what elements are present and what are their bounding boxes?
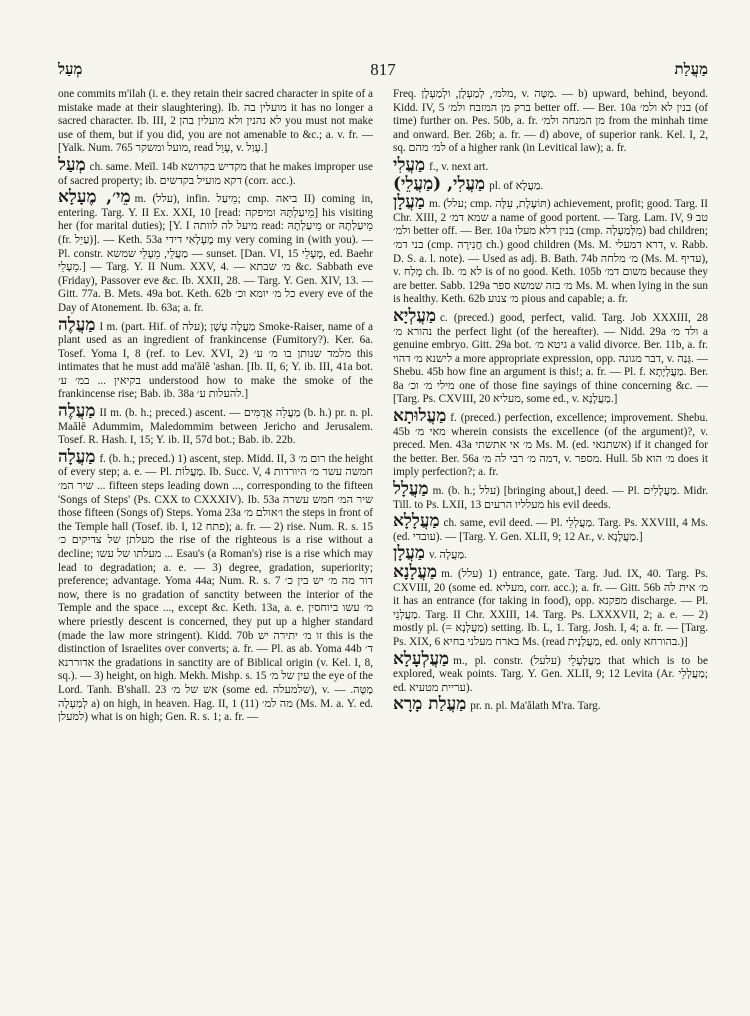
page-header [58,58,708,82]
entry-headword: מַעֲלִי, (מַעֲלֵי) [393,173,486,194]
dictionary-entry [393,694,708,715]
entry-headword: מַעֲלַת מָרָא [393,694,467,715]
entry-headword: מַעֲלִי [393,154,426,175]
page-number: 817 [370,60,396,79]
entry-definition: m. (b. h.; עלל) [bringing about,] deed. — Pl. מַעֲלָלִים. Midr. Till. to Ps. LXII, 13 מעלליו הרעים his evil deeds. [393,485,708,511]
dictionary-entry [393,648,708,696]
dictionary-entry [393,543,708,564]
entry-headword: מַעֲלָן [393,543,425,564]
entry-definition: v. מַעֲלָה. [428,549,467,562]
entry-headword: מֵי׳, מֶעָלָא [58,187,131,208]
dictionary-entry [58,88,373,156]
dictionary-entry [393,154,708,175]
entry-definition: f., v. next art. [429,160,489,173]
entry-definition: pl. of מַעֲלָא. [489,179,544,192]
entry-definition: c. (preced.) good, perfect, valid. Targ. Job XXXIII, 28 נהורא מ׳ the perfect light (of the hereafter). — Nidd. 29a ולד מ׳ a genuine embryo. Gitt. 29a bot. גיטא מ׳ a valid divorce. Ber. 11b, a. fr. לישנא מ׳ דהוי a more appropriate expression, opp. דבר מגונה, v. גְּנַה. — Shebu. 45b how fine an argument is this!; a. fr. — Pl. f. מַעֲלְיָתָא. Ber. 8a מילי מ׳ וכ׳ one of those fine sayings of thine concerning &c. — [Targ. Ps. CXVIII, 20 מעליא, some ed., v. מַעֲלָנָא.] [393,311,708,406]
entry-definition: I m. (part. Hif. of עלה); מַעֲלֶה עָשָׁן Smoke-Raiser, name of a plant used as an ingredient of frankincense (Fumitory?). Ker. 6a. Tosef. Yoma I, 8 (ref. to Lev. XVI, 2) מלמד שנותן בו מ׳ ע׳ this intimates that he must add ma'ălê 'ashan. [Ib. II, 6; Y. ib. III, 41a bot. בקיאין ... במ׳ ע׳ understood how to make the smoke of the frankincense rise; Bab. ib. 38a להעלות ע׳.] [58,320,373,401]
dictionary-entry [393,562,708,650]
entry-headword: מַעֲלָה [58,446,96,467]
text-columns [58,88,708,1006]
entry-definition: m. (עלל) 1) entrance, gate. Targ. Jud. IX, 40. Targ. Ps. CXVIII, 20 (some ed. מעליא, corr. acc.); a. fr. — Gitt. 56b מ׳ אית לה it has an entrance (for taking in food), opp. מפקנא discharge. — Pl. מַעֲלְנֵי. Targ. II Chr. XXIII, 14. Targ. Ps. LXXXVII, 2; a. e. — 2) mostly pl. (= מַעֲלְנָא) setting. Ib. L, 1. Targ. Josh. I, 4; a. fr. — [Targ. Ps. XIX, 6 בארח מעלני בחיא Ms. (read מַעֲלְנָית, ed. only בהורחא.)] [393,568,708,648]
dictionary-entry [393,192,708,307]
entry-definition: ch. same. Meïl. 14b מקדיש בקדושא that he makes improper use of sacred property; ib. דקא מועיל בקדשים (corr. acc.). [58,160,373,187]
right-column [393,88,708,1006]
left-guide-word: מְעַל [58,61,83,78]
entry-headword: מַעֲלְיָא [393,305,437,326]
dictionary-entry [58,187,373,315]
entry-headword: מַעֲלֶה [58,314,96,335]
entry-headword: מַעֲלֶה [58,401,96,422]
entry-definition: ch. same, evil deed. — Pl. מַעֲלְלֵי. Targ. Ps. XXVIII, 4 Ms. (ed. עובדי). — [Targ. Y. Gen. XLII, 9; 12 Ar., v. מַעֲלָנָא.] [393,517,708,543]
dictionary-entry [393,305,708,407]
entry-headword: מַעֲלָנָא [393,562,438,582]
entry-definition: Freq. מלמ׳, לְמַעְלָן, ולְמַעְלָן, v. מַטָּה. — b) upward, behind, beyond. Kidd. IV, 5 ברק מן המזבח ולמ׳ better off. — Ber. 10a בנין לא ולמ׳ (of time) further on. Pes. 50b, a. fr. מן המנחה ולמ׳ from the minhah time and onward. Ber. 26b; a. fr. — d) above, of superior rank. Kel. I, 2, sq. למ׳ מהם of a higher rank (in Levitical law); a. fr. [393,88,708,155]
entry-headword: מַעֲלְעָלָא [393,648,450,669]
dictionary-entry [393,88,708,156]
entry-definition: m. (עלל; cmp. תּוֹעֶלֶת, עִלָּה) achievement, profit; good. Targ. II Chr. XIII, 2 שמא דמ׳ a name of good portent. — Targ. Lam. IV, 9 טב ולמ׳ better off. — Ber. 10a בנין דלא מעלו (cmp. מִלְּמַעְלָה) bad children; בני דמ׳ (cmp. חֲנִירָה ch.) good children (Ms. M. דרא דמעלי, v. Rabb. D. S. a. l. note). — Used as adj. B. Bath. 74b מ׳ מלחה (Ms. M. עדיף), v. מָלַח ch. Ib. לא מ׳ is of no good. Keth. 105b משום דמ׳ because they are better. Sabb. 129a מ׳ בזה שמשא ספר Ms. M. when lying in the sun is healthy. Keth. 62b מ׳ צנוע pious and capable; a. fr. [393,198,708,306]
entry-definition: m. (עלל), infin. מֵיעַל; cmp. ביאה II) coming in, entering. Targ. Y. II Ex. XXI, 10 [read: מֵיעַלְתָּהּ ומיפקה] his visiting her (for marital duties); [Y. I מיעל לה לוותה read: מֵיעַלְתָהּ or מֵיעַלְתָהּ (fr. עַיֵל)]. — Keth. 53a מֶעָלָאִי דידי my very coming in (with you). — Pl. constr. מַעֲלֵי, מֵעָלֵי שמשא — sunset. [Dan. VI, 15 מֶעָלֵי, ed. Baehr מֵעָלֵי.] — Targ. Y. II Num. XXV, 4. — מ׳ שבתא &c. Sabbath eve (Friday), Passover eve &c. Ib. XXII, 28. — Targ. Y. Gen. XIV, 13. — Gitt. 77a. B. Mets. 49a bot. Keth. 62b כל מ׳ יומא וכ׳ every eve of the Day of Atonement. Ib. 63a; a. fr. [58,193,373,314]
dictionary-entry [393,406,708,480]
entry-headword: מַעֲלוּתָא [393,406,447,427]
dictionary-entry [58,446,373,725]
entry-definition: II m. (b. h.; preced.) ascent. — מַעֲלֵה אֲדֻמִּים (b. h.) pr. n. pl. Maălê Adummim, Maledommim between Jericho and Jerusalem. Tosef. R. Hash. I, 15; Y. ib. II, 57d bot.; Bab. ib. 22b. [58,407,373,447]
entry-definition: one commits m'ilah (i. e. they retain their sacred character in spite of a mistake made at their slaughtering). Ib. מועלין בה it has no longer a sacred character. Ib. III, 2 לא נהנין ולא מועלין בהן you must not make use of them, but if you did, you are not amenable to &c.; a. v. fr. — [Yalk. Num. 765 מועל ומשקר, read עָוֵל, v. עָוַל.] [58,88,373,155]
entry-headword: מְעַל [58,154,86,175]
entry-definition: m., pl. constr. מַעֲלְעָלֵי (עלעל) that which is to be explored, weak points. Targ. Y. Gen. XLII, 9; 12 Levita (Ar. מַעֲלְלֵי; ed. עריית מטעיא). [393,654,708,694]
entry-headword: מַעֲלָלָא [393,511,440,532]
dictionary-entry [393,479,708,512]
dictionary-entry [393,173,708,194]
entry-headword: מַעֲלָל [393,479,429,500]
left-column [58,88,373,1006]
entry-headword: מַעֲלָן [393,192,425,213]
entry-definition: pr. n. pl. Ma'ălath M'ra. Targ. [470,700,601,713]
dictionary-entry [58,154,373,188]
entry-definition: f. (b. h.; preced.) 1) ascent, step. Midd. II, 3 רום מ׳ the height of every step; a. e. — Pl. מַעֲלוֹת. Ib. Succ. V, 4 חמשה עשר מ׳ היורדות ... שיר המ׳ fifteen steps leading down ..., corresponding to the fifteen 'Songs of Steps' (Ps. CXX to CXXXIV). Ib. 53a שיר המ׳ חמש עשרה those fifteen (Songs of) Steps. Yoma 23a ו׳אולם מ׳ the steps in front of the Temple hall (Tosef. ib. I, 12 פתח); a. fr. — 2) rise. Num. R. s. 15 מעלתן של צדיקים כ׳ the rise of the righteous is a rise without a decline; מעלתו של עשו ... Esau's (a Roman's) rise is a rise which may lead to degradation; a. e. — 3) degree, gradation, superiority; preference; advantage. Yoma 44a; Num. R. s. 7 דור מה מ׳ יש בין כ׳ now, there is no gradation of sanctity between the interior of the Temple and the space ..., except &c. Keth. 13a, a. e. מ׳ עשו ביוחסין where priestly descent is concerned, they put up a higher standard (made the law more stringent). Kidd. 70b זו מ׳ יתירה יש this is the distinction of Israelites over converts; a. fr. — Pl. as ab. Yoma 44b ד׳ אדוררנא the gradations in sanctity are of Biblical origin (v. Kel. I, 8, sq.). — 3) height, on high. Mekh. Mishp. s. 15 עין של מ׳ the eye of the Lord. Tanh. B'shall. 23 אש של מ׳ (some ed. שלמעלה), v. מַטָּה. — לְמַעְלָה a) on high, in heaven. Hag. II, 1 (11) מה למ׳ (Ms. M. a. Y. ed. למעלן) what is on high; Gen. R. s. 1; a. fr. — [58,452,373,724]
entry-definition: f. (preced.) perfection, excellence; improvement. Shebu. 45b מאי מ׳ wherein consists the excellence (of the argument)?, v. preced. Men. 43a מ׳ אי אתשתי Ms. M. (ed. אשתנאי) if it changed for the better. Ber. 56a דמה מ׳ רבי לה מ׳, v. מספר. Hull. 5b מ׳ הוא does it imply perfection?; a. fr. [393,412,708,479]
dictionary-entry [58,314,373,403]
dictionary-entry [393,511,708,544]
right-guide-word: מַעֲלַת [674,61,708,78]
dictionary-entry [58,401,373,448]
